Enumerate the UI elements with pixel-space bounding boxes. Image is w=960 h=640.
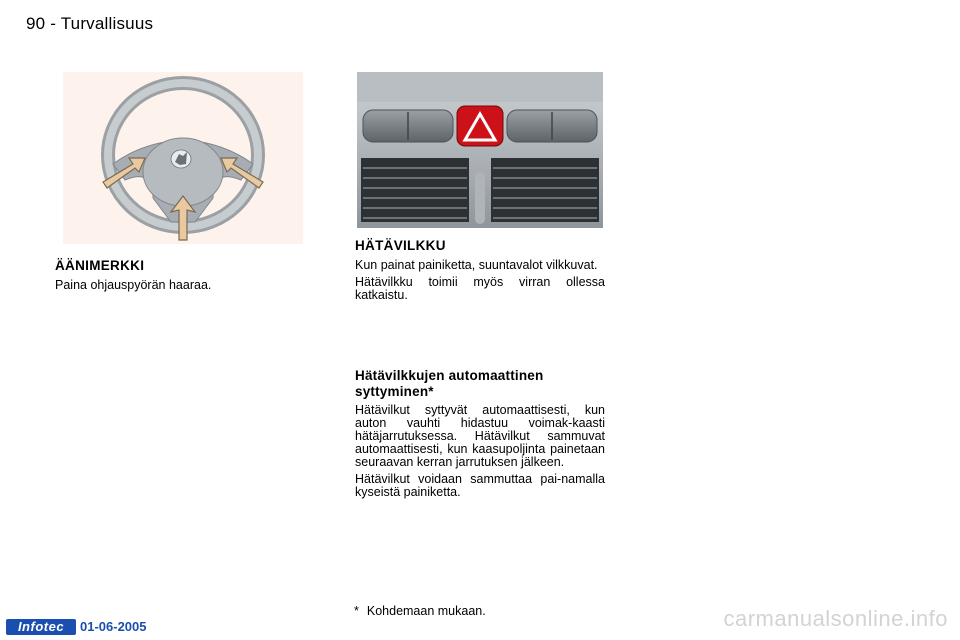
footer-date: 01-06-2005 (80, 619, 147, 634)
watermark: carmanualsonline.info (723, 606, 948, 631)
hazard-button-icon (457, 106, 503, 146)
steering-wheel-illustration (63, 72, 303, 244)
peugeot-logo-icon (171, 150, 191, 168)
footnote (354, 604, 486, 618)
hazard-section (355, 238, 605, 306)
infotec-logo: Infotec (6, 619, 76, 635)
hazard-paragraph-1: Kun painat painiketta, suuntavalot vilkkuvat. (355, 258, 598, 272)
horn-text: Paina ohjauspyörän haaraa. (55, 278, 212, 292)
footnote-mark: * (354, 604, 359, 618)
hazard-heading: HÄTÄVILKKU (355, 238, 446, 253)
page-title: 90 - Turvallisuus (26, 14, 154, 33)
auto-hazard-paragraph-2: Hätävilkut voidaan sammuttaa pai-namalla kyseistä painiketta. (355, 472, 605, 499)
horn-section (55, 258, 305, 296)
footnote-text: Kohdemaan mukaan. (366, 604, 486, 618)
hazard-switch-illustration (357, 72, 603, 228)
auto-hazard-heading: Hätävilkkujen automaattinen syttyminen* (355, 368, 544, 399)
horn-heading: ÄÄNIMERKKI (55, 258, 145, 273)
auto-hazard-paragraph-1: Hätävilkut syttyvät automaattisesti, kun auton vauhti hidastuu voimak-kaasti hätäjarrutuksessa. Hätävilkut sammuvat automaattisesti, kun kaasupoljinta painetaan seuraavan kerran jarrutuksen jälkeen. (355, 403, 605, 469)
auto-hazard-section (355, 404, 605, 503)
hazard-paragraph-2: Hätävilkku toimii myös virran ollessa katkaistu. (355, 275, 605, 302)
